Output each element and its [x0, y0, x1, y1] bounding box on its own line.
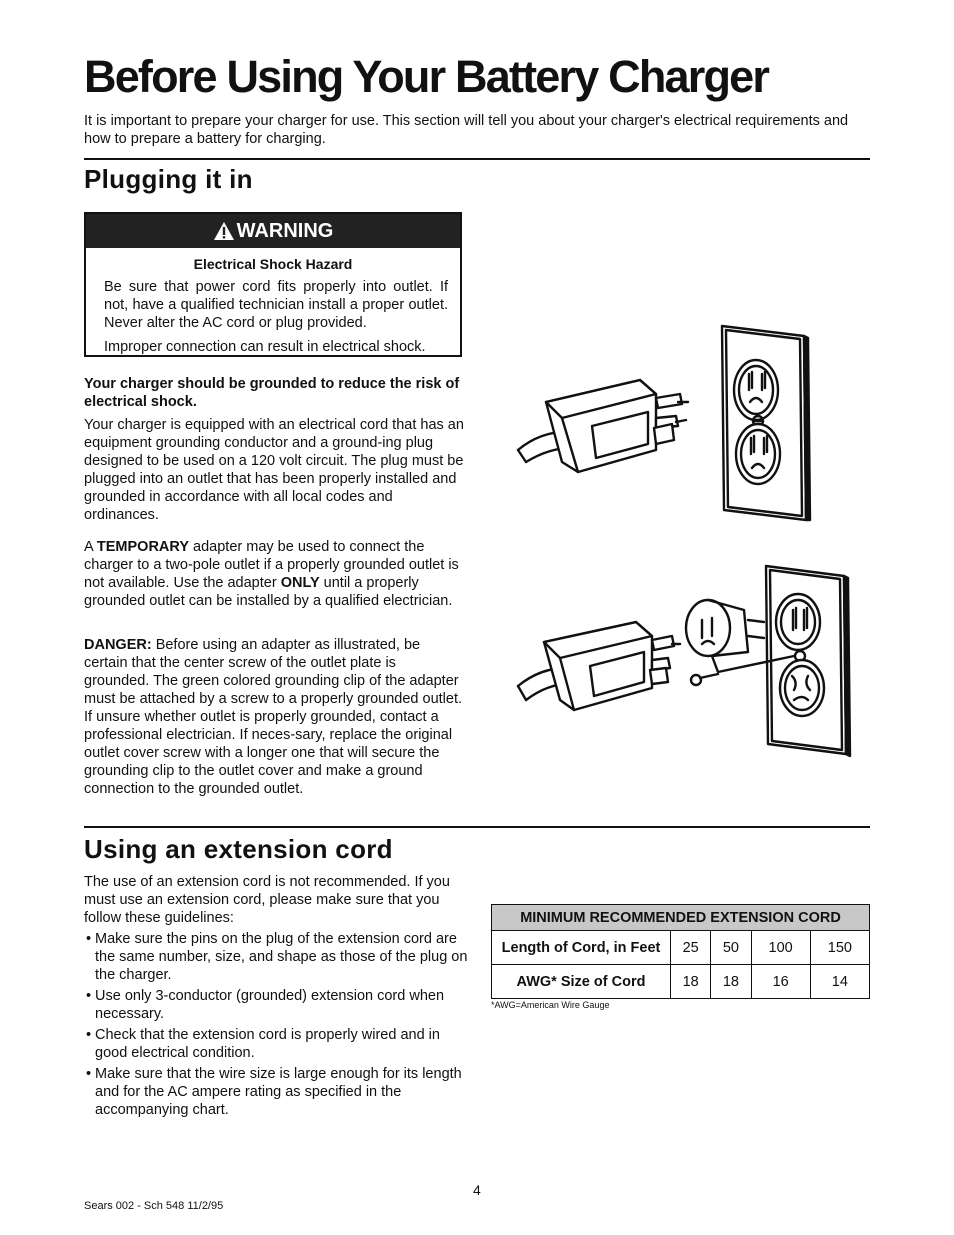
section-divider-2 — [84, 826, 870, 828]
adapter-paragraph: A TEMPORARY adapter may be used to connect the charger to a two-pole outlet if a properly grounded outlet is not available. Use the adapter ONLY until a properly grounded outlet can be installed by a qualified electrician. — [84, 539, 459, 609]
list-item: • Make sure the pins on the plug of the extension cord are the same number, size, and shape as those of the plug on the charger. — [84, 930, 472, 984]
warning-header — [86, 214, 460, 248]
footer-code: Sears 002 - Sch 548 11/2/95 — [84, 1200, 224, 1212]
table-cell: 50 — [711, 931, 751, 965]
table-cell: 18 — [671, 965, 711, 999]
table-cell: 16 — [751, 965, 810, 999]
grounded-plug-illustration — [512, 322, 812, 522]
warning-consequence: Improper connection can result in electrical shock. — [104, 339, 426, 355]
section-divider — [84, 158, 870, 160]
table-row-label: Length of Cord, in Feet — [492, 931, 671, 965]
warning-subtitle: Electrical Shock Hazard — [193, 256, 353, 272]
list-item: • Check that the extension cord is properly wired and in good electrical condition. — [84, 1026, 472, 1062]
list-item: • Make sure that the wire size is large enough for its length and for the AC ampere rating as specified in the accompanying chart. — [84, 1065, 472, 1119]
adapter-plug-illustration — [512, 564, 852, 760]
grounding-paragraph: Your charger is equipped with an electrical cord that has an equipment grounding conductor and a ground-ing plug designed to be used on a 120 volt circuit. The plug must be plugged into an outlet that has been properly installed and grounded in accordance with all local codes and ordinances. — [84, 417, 464, 523]
extension-cord-table — [491, 904, 870, 999]
table-row-label: AWG* Size of Cord — [492, 965, 671, 999]
table-cell: 100 — [751, 931, 810, 965]
list-item: • Use only 3-conductor (grounded) extension cord when necessary. — [84, 987, 472, 1023]
table-row — [492, 931, 870, 965]
page-number: 4 — [473, 1182, 481, 1198]
table-title: MINIMUM RECOMMENDED EXTENSION CORD — [492, 905, 870, 931]
extension-heading: Using an extension cord — [84, 834, 393, 864]
ground-notice: Your charger should be grounded to reduce the risk of electrical shock. — [84, 376, 460, 410]
table-cell: 25 — [671, 931, 711, 965]
table-cell: 150 — [810, 931, 869, 965]
extension-intro: The use of an extension cord is not recommended. If you must use an extension cord, please make sure that you follow these guidelines: — [84, 874, 450, 926]
extension-guidelines — [84, 930, 472, 1122]
warning-box — [84, 212, 462, 357]
page-title: Before Using Your Battery Charger — [84, 51, 769, 102]
table-row — [492, 965, 870, 999]
warning-triangle-icon — [213, 221, 235, 241]
warning-text: Be sure that power cord fits properly into outlet. If not, have a qualified technician install a proper outlet. Never alter the AC cord or plug provided. — [104, 279, 448, 331]
warning-label: WARNING — [236, 219, 334, 242]
danger-paragraph: DANGER: Before using an adapter as illustrated, be certain that the center screw of the outlet plate is grounded. The green colored grounding clip of the adapter must be attached by a screw to a properly grounded outlet. If unsure whether outlet is properly grounded, contact a professional electrician. If neces-sary, replace the original outlet cover screw with a longer one that will secure the grounding clip to the outlet cover and make a ground connection to the grounded outlet. — [84, 637, 463, 797]
table-cell: 14 — [810, 965, 869, 999]
intro-text: It is important to prepare your charger for use. This section will tell you about your charger's electrical requirements and how to prepare a battery for charging. — [84, 113, 849, 147]
table-cell: 18 — [711, 965, 751, 999]
table-footnote: *AWG=American Wire Gauge — [491, 1000, 610, 1010]
plugging-heading: Plugging it in — [84, 164, 253, 194]
